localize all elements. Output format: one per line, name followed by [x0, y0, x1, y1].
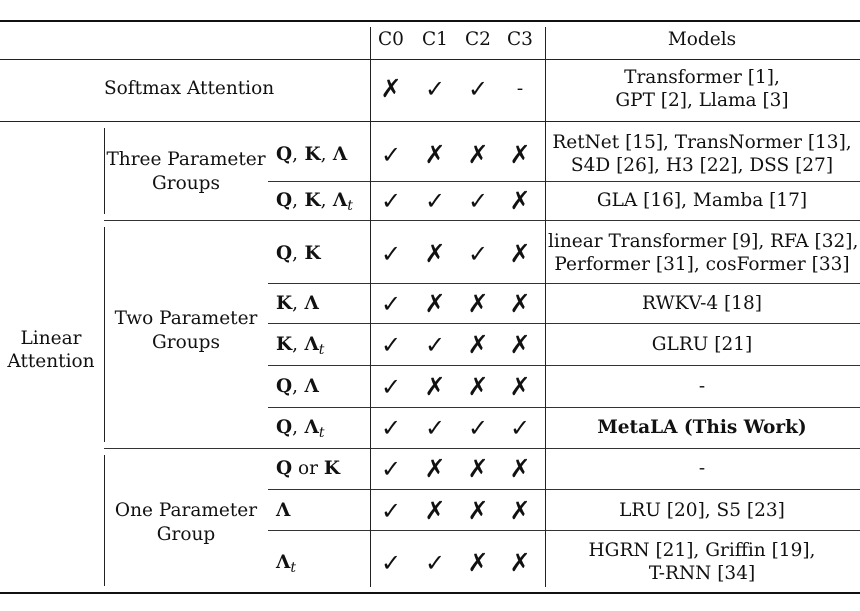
row-4-params: K, $\Lambda_t$ [276, 333, 325, 358]
top-rule [0, 20, 860, 22]
row-5-mark-c0: ✓ [380, 372, 402, 401]
rule-q-or-k [268, 489, 860, 490]
group-one-line1: One Parameter [114, 500, 258, 521]
row-1-models-line1: GLA [16], Mamba [17] [596, 190, 808, 211]
row-1-mark-c3: ✗ [509, 186, 531, 215]
row-0-mark-c1: ✗ [424, 139, 446, 169]
row-4-mark-c1: ✓ [424, 330, 446, 359]
row-4-mark-c2: ✗ [467, 329, 489, 359]
rule-two-bottom [104, 448, 860, 449]
row-2-models-line1: linear Transformer [9], RFA [32], [548, 230, 859, 252]
row-7-mark-c1: ✗ [424, 454, 446, 483]
row-3-mark-c0: ✓ [380, 289, 402, 318]
linear-attention-label-line2: Attention [7, 351, 95, 372]
softmax-rule [0, 121, 860, 122]
row-1-mark-c2: ✓ [467, 187, 489, 215]
row-9-params: $\Lambda_t$ [276, 551, 296, 576]
softmax-mark-c0: ✗ [380, 74, 402, 103]
row-2-mark-c0: ✓ [380, 239, 402, 268]
row-6-models-line1: MetaLA (This Work) [597, 417, 807, 438]
header-c0: C0 [378, 29, 404, 50]
row-5-mark-c3: ✗ [509, 371, 531, 401]
header-c1: C1 [422, 29, 448, 50]
row-7-mark-c3: ✗ [509, 454, 531, 483]
softmax-mark-c3: - [516, 78, 524, 99]
row-0-mark-c2: ✗ [467, 139, 489, 169]
row-2-mark-c2: ✓ [467, 239, 489, 268]
row-7-params: Q or K [276, 458, 340, 479]
row-4-mark-c0: ✓ [380, 330, 402, 359]
row-6-params: Q, $\Lambda_t$ [276, 417, 325, 441]
row-3-mark-c3: ✗ [509, 288, 531, 318]
linear-attention-label-line1: Linear [20, 328, 82, 349]
rule-three-bottom [104, 220, 860, 221]
group-two-line1: Two Parameter [114, 308, 258, 329]
row-3-models-line1: RWKV-4 [18] [642, 292, 762, 314]
row-2-params: Q, K [276, 242, 321, 264]
softmax-mark-c1: ✓ [424, 75, 446, 103]
row-8-params: Λ [276, 499, 291, 521]
row-4-models-line1: GLRU [21] [651, 333, 753, 355]
header-rule [0, 59, 860, 60]
row-6-mark-c1: ✓ [424, 414, 446, 442]
rule-q-lambda [268, 407, 860, 408]
row-3-mark-c1: ✗ [424, 288, 446, 318]
row-4-mark-c3: ✗ [509, 329, 531, 359]
bottom-rule [0, 592, 860, 594]
row-7-models-line1: - [698, 458, 706, 479]
row-1-mark-c1: ✓ [424, 187, 446, 215]
header-models: Models [667, 29, 737, 50]
rule-k-lambdat [268, 365, 860, 366]
row-5-params: Q, Λ [276, 375, 319, 397]
row-8-models-line1: LRU [20], S5 [23] [619, 499, 785, 521]
row-6-mark-c3: ✓ [509, 414, 531, 442]
header-c3: C3 [507, 29, 533, 50]
row-1-mark-c0: ✓ [380, 187, 402, 215]
row-9-mark-c1: ✓ [424, 548, 446, 577]
vrule-group-one [104, 455, 105, 586]
row-8-mark-c3: ✗ [509, 495, 531, 525]
row-6-mark-c2: ✓ [467, 414, 489, 442]
softmax-models-line1: Transformer [1], [624, 67, 780, 88]
row-5-mark-c1: ✗ [424, 371, 446, 401]
row-2-mark-c1: ✗ [424, 238, 446, 268]
row-7-mark-c0: ✓ [380, 455, 402, 483]
row-5-models-line1: - [698, 375, 706, 397]
row-5-mark-c2: ✗ [467, 371, 489, 401]
row-8-mark-c1: ✗ [424, 495, 446, 525]
row-3-mark-c2: ✗ [467, 288, 489, 318]
header-c2: C2 [465, 29, 491, 50]
vrule-left-marks [370, 27, 371, 587]
row-7-mark-c2: ✗ [467, 454, 489, 483]
row-0-mark-c3: ✗ [509, 139, 531, 169]
rule-three-inner [268, 181, 860, 182]
row-9-models-line1: HGRN [21], Griffin [19], [588, 539, 816, 561]
row-0-models-line2: S4D [26], H3 [22], DSS [27] [570, 154, 834, 176]
softmax-mark-c2: ✓ [467, 75, 489, 103]
row-3-params: K, Λ [276, 292, 319, 314]
group-three-line2: Groups [151, 173, 220, 194]
row-8-mark-c0: ✓ [380, 496, 402, 525]
row-1-params: Q, K, $\Lambda_t$ [276, 190, 353, 214]
row-0-params: Q, K, Λ [276, 143, 348, 165]
group-one-line2: Group [156, 524, 216, 545]
vrule-group-two [104, 227, 105, 442]
row-2-mark-c3: ✗ [509, 238, 531, 268]
rule-lambda [268, 530, 860, 531]
softmax-models-line2: GPT [2], Llama [3] [615, 90, 789, 111]
row-9-mark-c0: ✓ [380, 548, 402, 577]
softmax-label: Softmax Attention [104, 78, 275, 99]
row-9-mark-c2: ✗ [467, 547, 489, 577]
rule-k-lambda [268, 323, 860, 324]
row-2-models-line2: Performer [31], cosFormer [33] [554, 253, 850, 275]
vrule-group-three [104, 128, 105, 214]
row-6-mark-c0: ✓ [380, 414, 402, 442]
row-9-mark-c3: ✗ [509, 547, 531, 577]
group-three-line1: Three Parameter [106, 149, 266, 170]
vrule-right-marks [545, 27, 546, 587]
rule-qk [268, 283, 860, 284]
row-9-models-line2: T-RNN [34] [648, 562, 756, 584]
row-8-mark-c2: ✗ [467, 495, 489, 525]
group-two-line2: Groups [151, 332, 220, 353]
row-0-mark-c0: ✓ [380, 140, 402, 169]
row-0-models-line1: RetNet [15], TransNormer [13], [552, 131, 852, 153]
